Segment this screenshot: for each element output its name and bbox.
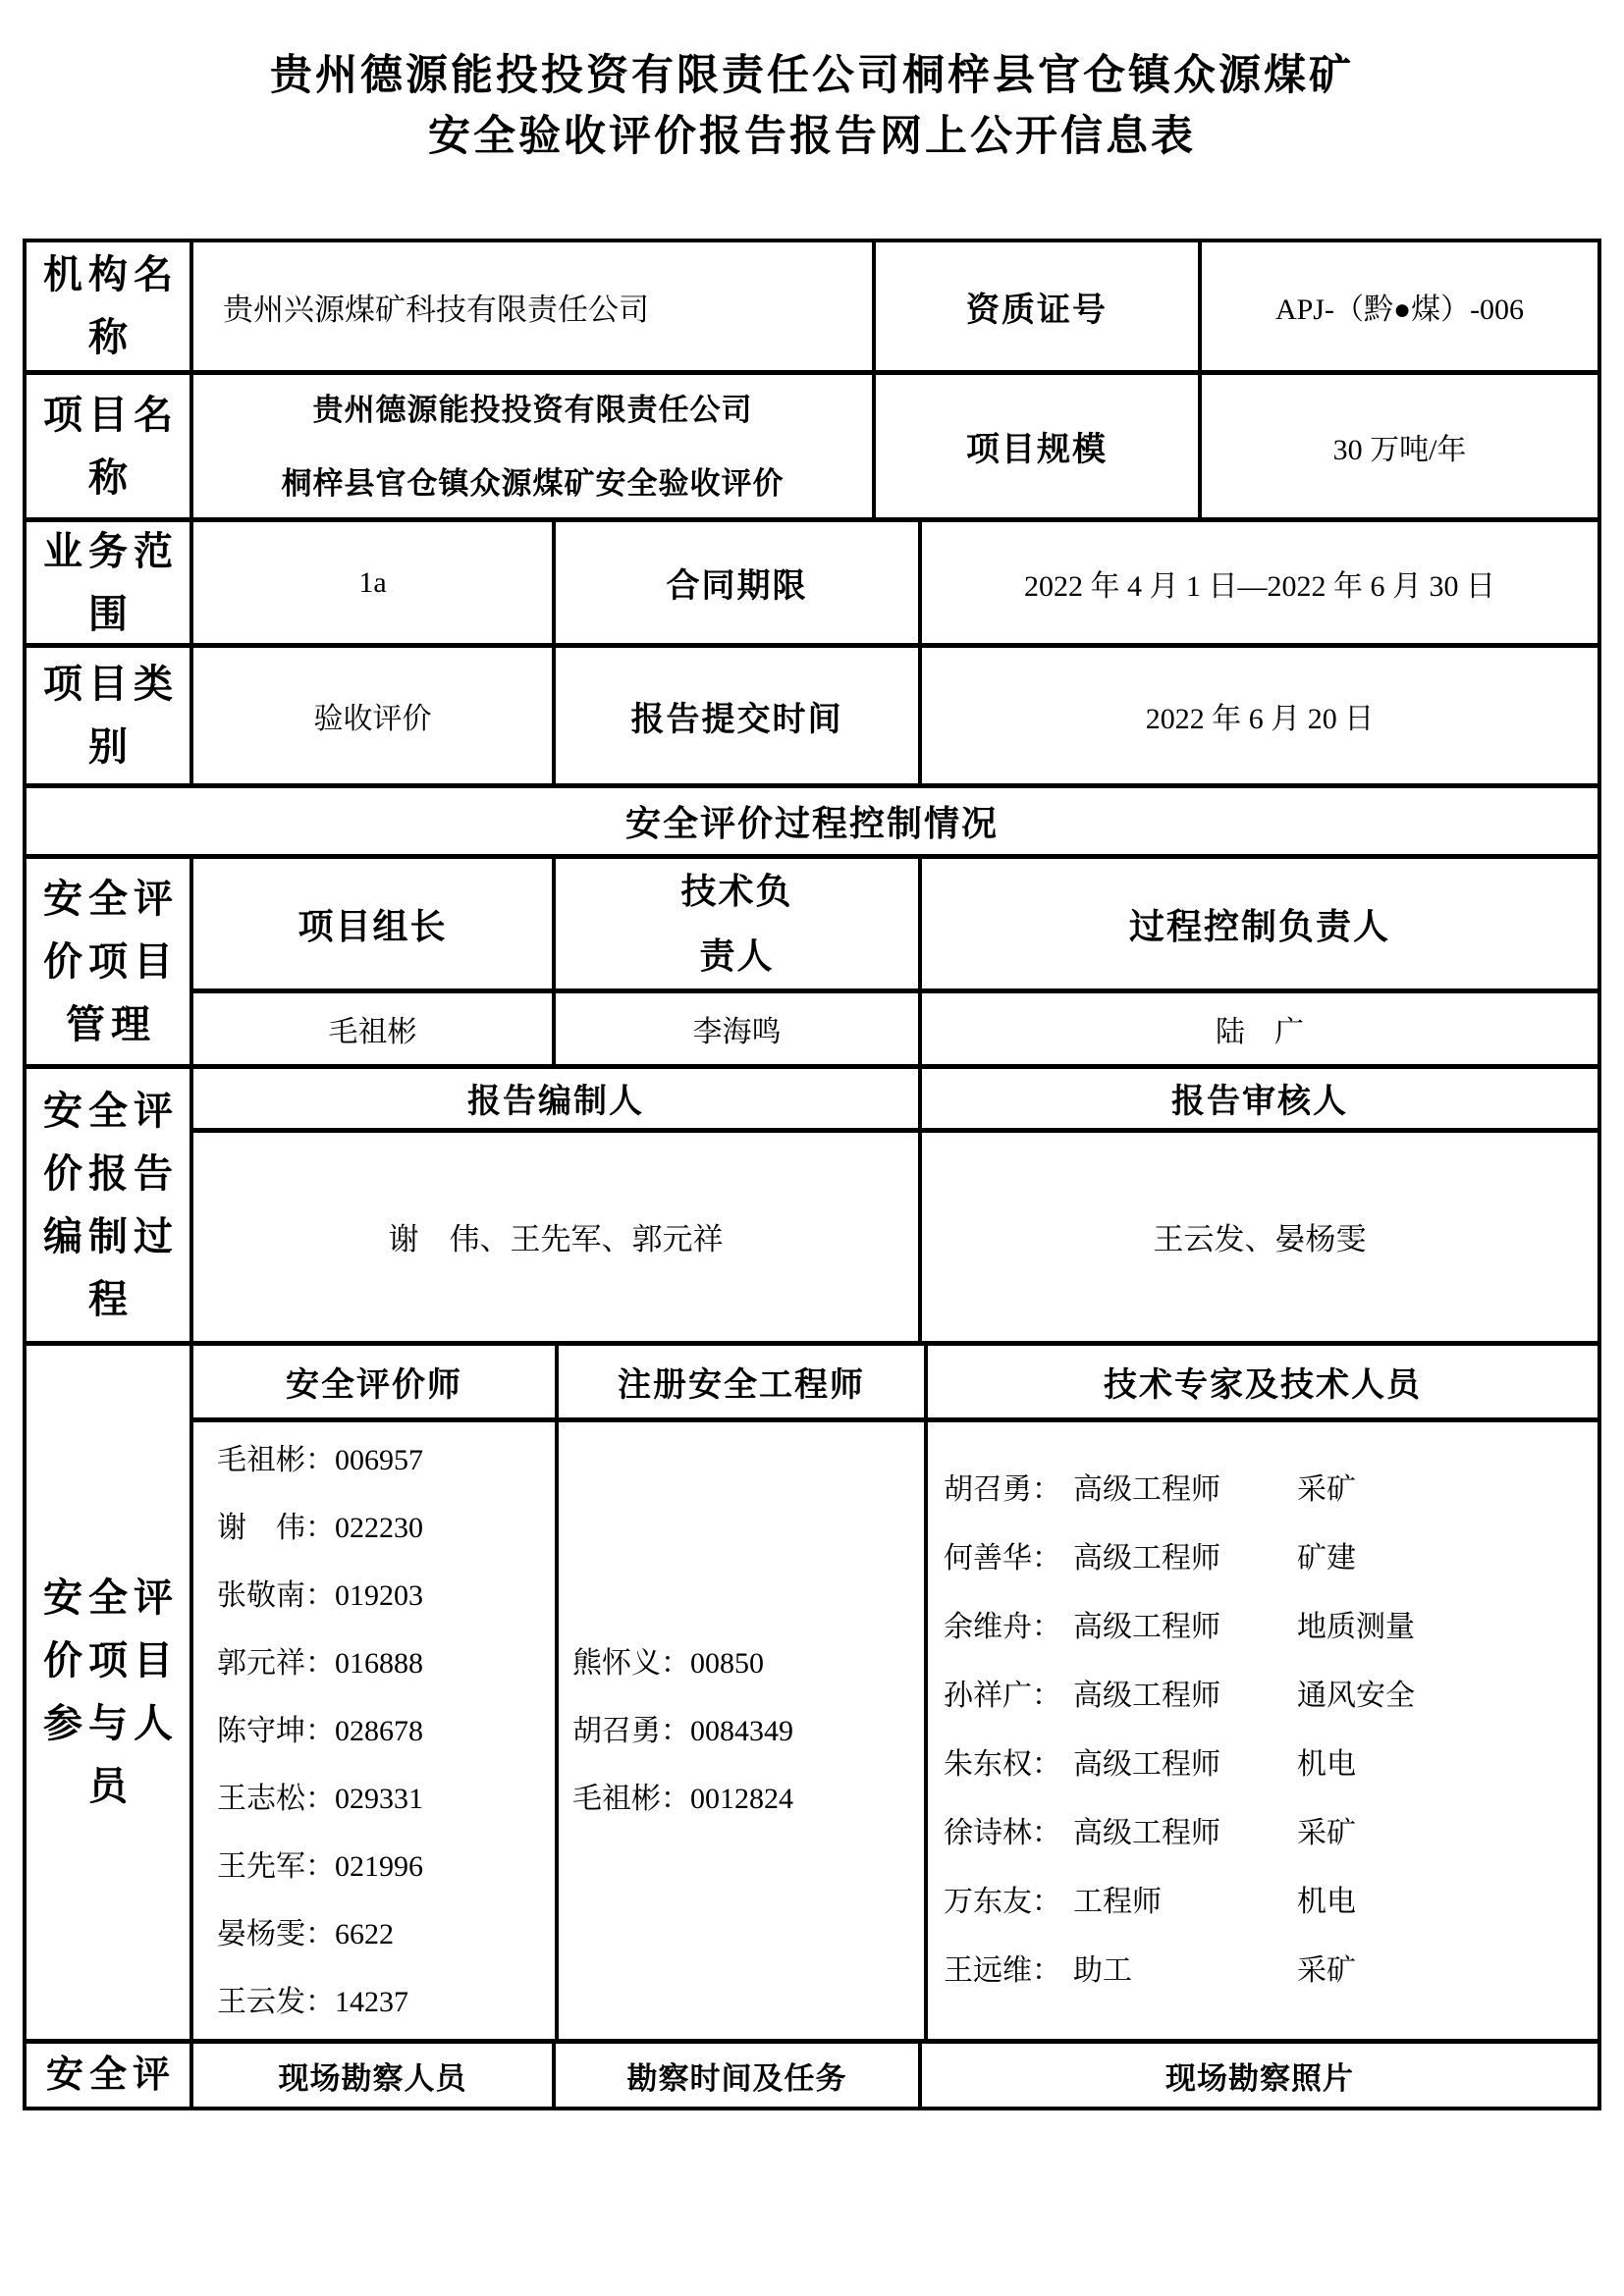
report-writers-names: 谢 伟、王先军、郭元祥 bbox=[388, 1222, 724, 1257]
row-survey-header bbox=[27, 2044, 1597, 2107]
expert-field: 采矿 bbox=[1297, 1817, 1356, 1850]
expert-title: 高级工程师 bbox=[1073, 1817, 1220, 1850]
evaluator-item: 王志松：029331 bbox=[217, 1782, 423, 1815]
process-control-header: 安全评价过程控制情况 bbox=[624, 804, 999, 843]
expert-row bbox=[944, 1662, 1597, 1731]
project-name-label: 项目名 称 bbox=[43, 392, 179, 500]
expert-name: 孙祥广： bbox=[944, 1680, 1061, 1713]
project-type-label-cell bbox=[27, 648, 193, 783]
report-submit-value: 2022 年 6 月 20 日 bbox=[1145, 703, 1375, 735]
info-table bbox=[23, 239, 1601, 2110]
process-control-header-cell bbox=[27, 788, 1597, 854]
section-compilation bbox=[27, 1069, 1597, 1346]
participants-label: 安全评 价项目 参与人 员 bbox=[43, 1575, 179, 1808]
experts-list-cell bbox=[928, 1422, 1597, 2039]
participants-header-row bbox=[193, 1346, 1597, 1422]
org-name-value: 贵州兴源煤矿科技有限责任公司 bbox=[223, 292, 649, 327]
project-name-label-cell bbox=[27, 375, 193, 517]
expert-title: 高级工程师 bbox=[1073, 1680, 1220, 1713]
business-scope-label-cell bbox=[27, 522, 193, 643]
expert-field: 地质测量 bbox=[1297, 1611, 1415, 1644]
org-name-value-cell bbox=[193, 242, 876, 370]
process-lead-name: 陆 广 bbox=[1216, 1016, 1304, 1048]
process-lead-header-cell bbox=[922, 859, 1597, 988]
expert-name: 胡召勇： bbox=[944, 1473, 1061, 1507]
expert-row bbox=[944, 1799, 1597, 1868]
evaluator-item: 谢 伟：022230 bbox=[217, 1511, 423, 1544]
evaluators-list-cell bbox=[193, 1422, 559, 2039]
project-scale-label-cell bbox=[876, 375, 1202, 517]
tech-lead-header: 技术负 责人 bbox=[680, 872, 793, 976]
expert-title: 高级工程师 bbox=[1073, 1473, 1220, 1507]
project-type-label: 项目类 别 bbox=[43, 662, 179, 769]
contract-period-value: 2022 年 4 月 1 日—2022 年 6 月 30 日 bbox=[1024, 569, 1495, 603]
project-name-value-cell bbox=[193, 375, 876, 517]
cert-no-label: 资质证号 bbox=[966, 292, 1108, 329]
registered-item: 熊怀义：00850 bbox=[572, 1646, 764, 1680]
evaluator-item: 陈守坤：028678 bbox=[217, 1714, 423, 1747]
expert-title: 高级工程师 bbox=[1073, 1542, 1220, 1575]
experts-header-cell bbox=[928, 1346, 1597, 1417]
expert-name: 徐诗林： bbox=[944, 1817, 1061, 1850]
evaluator-item: 晏杨雯：6622 bbox=[217, 1917, 394, 1950]
report-writers-names-cell bbox=[193, 1133, 922, 1341]
evaluators-header-cell bbox=[193, 1346, 559, 1417]
cert-no-label-cell bbox=[876, 242, 1202, 370]
management-label: 安全评 价项目 管理 bbox=[43, 876, 179, 1046]
survey-label: 安全评 bbox=[45, 2055, 176, 2096]
expert-field: 矿建 bbox=[1297, 1542, 1356, 1575]
expert-field: 机电 bbox=[1297, 1886, 1356, 1919]
participants-label-cell bbox=[27, 1346, 193, 2039]
project-scale-value: 30 万吨/年 bbox=[1332, 433, 1467, 466]
cert-no-value: APJ-（黔●煤）-006 bbox=[1274, 294, 1525, 326]
project-name-value-line2: 桐梓县官仓镇众源煤矿安全验收评价 bbox=[281, 465, 785, 501]
expert-field: 采矿 bbox=[1297, 1473, 1356, 1507]
org-name-label: 机构名 称 bbox=[43, 252, 179, 359]
survey-staff-header: 现场勘察人员 bbox=[278, 2060, 467, 2096]
row-project-type bbox=[27, 648, 1597, 788]
contract-period-value-cell bbox=[922, 522, 1597, 643]
expert-name: 朱东权： bbox=[944, 1748, 1061, 1782]
team-leader-name: 毛祖彬 bbox=[328, 1016, 417, 1048]
evaluator-item: 毛祖彬：006957 bbox=[217, 1443, 423, 1476]
registered-engineers-header-cell bbox=[559, 1346, 928, 1417]
document-title-line1: 贵州德源能投投资有限责任公司桐梓县官仓镇众源煤矿 bbox=[270, 52, 1354, 99]
project-scale-label: 项目规模 bbox=[966, 432, 1108, 468]
section-management bbox=[27, 859, 1597, 1069]
expert-name: 王远维： bbox=[944, 1954, 1061, 1988]
expert-row bbox=[944, 1456, 1597, 1524]
management-header-row bbox=[193, 859, 1597, 993]
report-writers-header-cell bbox=[193, 1069, 922, 1128]
team-leader-header: 项目组长 bbox=[298, 906, 448, 946]
document-title-line2: 安全验收评价报告报告网上公开信息表 bbox=[428, 113, 1196, 160]
expert-row bbox=[944, 1868, 1597, 1937]
survey-time-header: 勘察时间及任务 bbox=[626, 2060, 847, 2096]
tech-lead-name: 李海鸣 bbox=[692, 1016, 782, 1048]
expert-row bbox=[944, 1524, 1597, 1593]
registered-list-cell bbox=[559, 1422, 928, 2039]
survey-label-cell bbox=[27, 2044, 193, 2107]
registered-engineers-header: 注册安全工程师 bbox=[618, 1367, 865, 1405]
survey-staff-header-cell bbox=[193, 2044, 556, 2107]
org-name-label-cell bbox=[27, 242, 193, 370]
report-submit-value-cell bbox=[922, 648, 1597, 783]
project-type-value-cell bbox=[193, 648, 556, 783]
tech-lead-name-cell bbox=[556, 993, 922, 1064]
row-project-name bbox=[27, 375, 1597, 522]
report-submit-label: 报告提交时间 bbox=[630, 701, 843, 738]
compilation-names-row bbox=[193, 1133, 1597, 1341]
business-scope-label: 业务范 围 bbox=[43, 528, 179, 636]
registered-list bbox=[559, 1629, 924, 1833]
evaluator-item: 张敬南：019203 bbox=[217, 1578, 423, 1612]
report-reviewer-header: 报告审核人 bbox=[1171, 1084, 1348, 1121]
report-submit-label-cell bbox=[556, 648, 922, 783]
row-business-scope bbox=[27, 522, 1597, 648]
compilation-label: 安全评 价报告 编制过 程 bbox=[43, 1088, 179, 1321]
evaluator-item: 王先军：021996 bbox=[217, 1849, 423, 1883]
expert-name: 余维舟： bbox=[944, 1611, 1061, 1644]
evaluator-item: 王云发：14237 bbox=[217, 1985, 408, 2018]
section-participants bbox=[27, 1346, 1597, 2044]
registered-item: 毛祖彬：0012824 bbox=[572, 1782, 793, 1815]
expert-field: 采矿 bbox=[1297, 1954, 1356, 1988]
contract-period-label: 合同期限 bbox=[666, 568, 808, 605]
compilation-body bbox=[193, 1069, 1597, 1341]
survey-time-header-cell bbox=[556, 2044, 922, 2107]
evaluators-header: 安全评价师 bbox=[286, 1367, 462, 1405]
expert-field: 机电 bbox=[1297, 1748, 1356, 1782]
evaluators-list bbox=[193, 1426, 555, 2036]
business-scope-value-cell bbox=[193, 522, 556, 643]
contract-period-label-cell bbox=[556, 522, 922, 643]
tech-lead-header-cell bbox=[556, 859, 922, 988]
expert-row bbox=[944, 1593, 1597, 1662]
report-reviewer-names-cell bbox=[922, 1133, 1597, 1341]
expert-title: 工程师 bbox=[1073, 1886, 1162, 1919]
process-lead-header: 过程控制负责人 bbox=[1128, 906, 1390, 946]
survey-photos-header-cell bbox=[922, 2044, 1597, 2107]
management-label-cell bbox=[27, 859, 193, 1064]
expert-name: 万东友： bbox=[944, 1886, 1061, 1919]
document-title bbox=[0, 45, 1624, 167]
management-names-row bbox=[193, 993, 1597, 1064]
row-org-name bbox=[27, 242, 1597, 375]
compilation-header-row bbox=[193, 1069, 1597, 1133]
project-name-value-line1: 贵州德源能投投资有限责任公司 bbox=[312, 392, 753, 427]
expert-field: 通风安全 bbox=[1297, 1680, 1415, 1713]
team-leader-name-cell bbox=[193, 993, 556, 1064]
process-lead-name-cell bbox=[922, 993, 1597, 1064]
registered-item: 胡召勇：0084349 bbox=[572, 1714, 793, 1747]
participants-body bbox=[193, 1346, 1597, 2039]
expert-title: 高级工程师 bbox=[1073, 1748, 1220, 1782]
project-scale-value-cell bbox=[1202, 375, 1597, 517]
row-process-section-header bbox=[27, 788, 1597, 859]
experts-list bbox=[928, 1456, 1597, 2005]
expert-title: 助工 bbox=[1073, 1954, 1132, 1988]
cert-no-value-cell bbox=[1202, 242, 1597, 370]
survey-photos-header: 现场勘察照片 bbox=[1165, 2060, 1354, 2096]
team-leader-header-cell bbox=[193, 859, 556, 988]
participants-lists-row bbox=[193, 1422, 1597, 2039]
management-body bbox=[193, 859, 1597, 1064]
report-reviewer-names: 王云发、晏杨雯 bbox=[1153, 1222, 1367, 1257]
expert-name: 何善华： bbox=[944, 1542, 1061, 1575]
expert-row bbox=[944, 1937, 1597, 2005]
compilation-label-cell bbox=[27, 1069, 193, 1341]
business-scope-value: 1a bbox=[358, 565, 387, 599]
experts-header: 技术专家及技术人员 bbox=[1104, 1367, 1422, 1405]
expert-title: 高级工程师 bbox=[1073, 1611, 1220, 1644]
report-writers-header: 报告编制人 bbox=[467, 1084, 644, 1121]
expert-row bbox=[944, 1731, 1597, 1799]
report-reviewer-header-cell bbox=[922, 1069, 1597, 1128]
evaluator-item: 郭元祥：016888 bbox=[217, 1646, 423, 1680]
project-type-value: 验收评价 bbox=[313, 703, 432, 735]
